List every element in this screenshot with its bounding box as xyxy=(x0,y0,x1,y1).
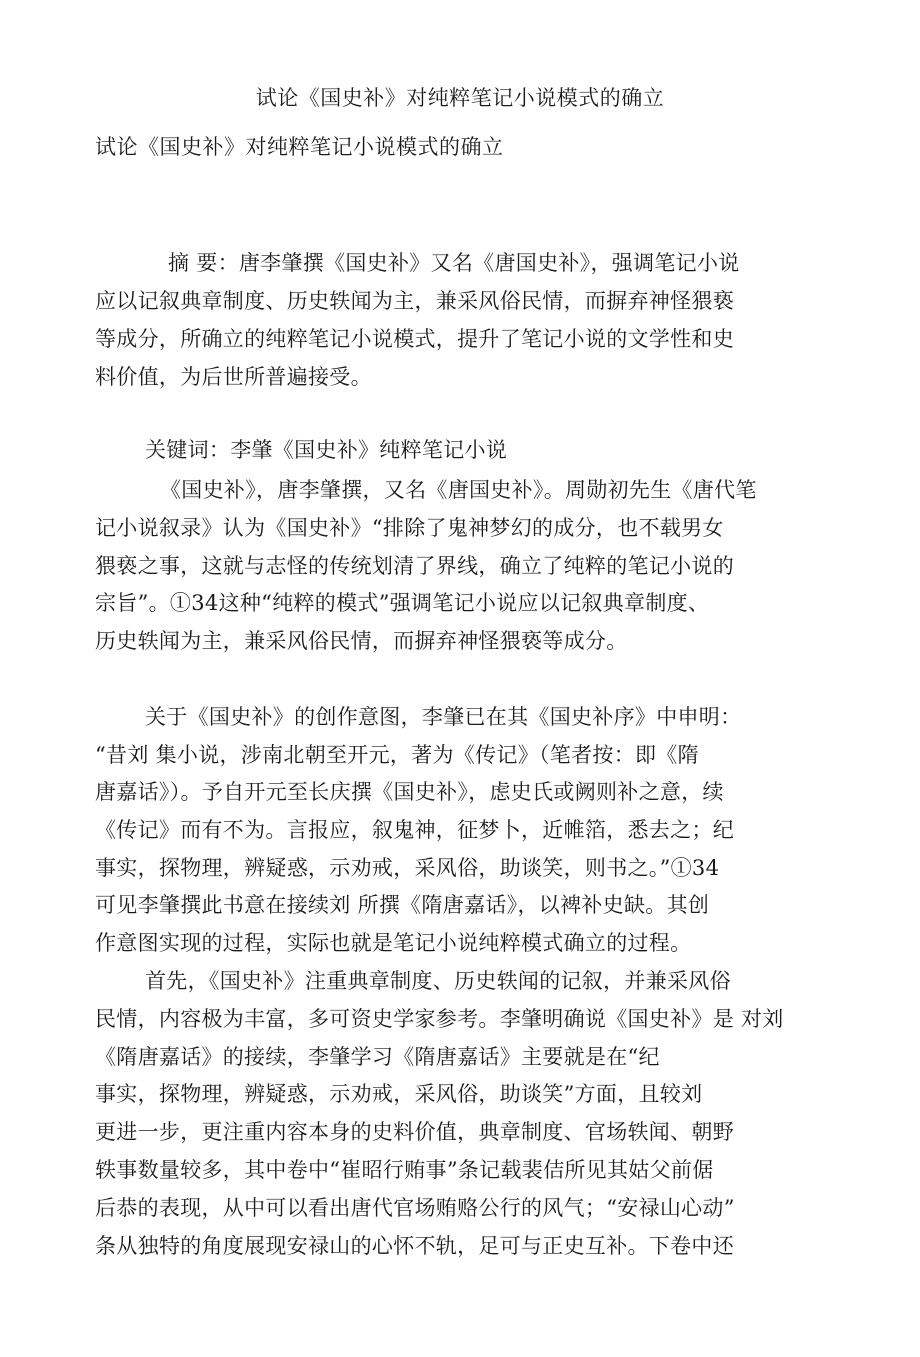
body-line: 条从独特的角度展现安禄山的心怀不轨，足可与正史互补。下卷中还 xyxy=(95,1234,734,1258)
body-line: “昔刘 集小说，涉南北朝至开元，著为《传记》（笔者按：即《隋 xyxy=(95,743,699,767)
body-line: 后恭的表现，从中可以看出唐代官场贿赂公行的风气；“安禄山心动” xyxy=(95,1196,735,1220)
body-line: 事实，探物理，辨疑惑，示劝戒，采风俗，助谈笑”方面，且较刘 xyxy=(95,1082,703,1106)
body-line: 唐嘉话》）。予自开元至长庆撰《国史补》，虑史氏或阙则补之意，续 xyxy=(95,780,724,804)
abstract-line: 应以记叙典章制度、历史轶闻为主，兼采风俗民情，而摒弃神怪猥亵 xyxy=(95,289,734,313)
keywords-line: 关键词：李肇《国史补》纯粹笔记小说 xyxy=(145,438,508,462)
body-line: 宗旨”。①34这种“纯粹的模式”强调笔记小说应以记叙典章制度、 xyxy=(95,591,710,615)
body-line: 轶事数量较多，其中卷中“崔昭行贿事”条记载裴佶所见其姑父前倨 xyxy=(95,1158,714,1182)
body-line: 民情，内容极为丰富，多可资史学家参考。李肇明确说《国史补》是 对刘 xyxy=(95,1007,784,1031)
body-line: 《传记》而有不为。言报应，叙鬼神，征梦卜，近帷箔，悉去之；纪 xyxy=(95,818,734,842)
body-line: 猥亵之事，这就与志怪的传统划清了界线，确立了纯粹的笔记小说的 xyxy=(95,554,734,578)
body-line: 《国史补》，唐李肇撰，又名《唐国史补》。周勋初先生《唐代笔 xyxy=(160,478,757,502)
body-line: 首先，《国史补》注重典章制度、历史轶闻的记叙，并兼采风俗 xyxy=(145,969,731,993)
body-line: 可见李肇撰此书意在接续刘 所撰《隋唐嘉话》，以裨补史缺。其创 xyxy=(95,893,710,917)
body-line: 《隋唐嘉话》的接续，李肇学习《隋唐嘉话》主要就是在“纪 xyxy=(95,1045,660,1069)
abstract-line: 等成分，所确立的纯粹笔记小说模式，提升了笔记小说的文学性和史 xyxy=(95,327,734,351)
body-line: 关于《国史补》的创作意图，李肇已在其《国史补序》中申明： xyxy=(145,705,742,729)
body-line: 历史轶闻为主，兼采风俗民情，而摒弃神怪猥亵等成分。 xyxy=(95,629,628,653)
document-subtitle: 试论《国史补》对纯粹笔记小说模式的确立 xyxy=(95,135,504,159)
body-line: 更进一步，更注重内容本身的史料价值，典章制度、官场轶闻、朝野 xyxy=(95,1120,734,1144)
document-title: 试论《国史补》对纯粹笔记小说模式的确立 xyxy=(255,86,665,110)
abstract-line: 料价值，为后世所普遍接受。 xyxy=(95,365,372,389)
body-line: 作意图实现的过程，实际也就是笔记小说纯粹模式确立的过程。 xyxy=(95,931,692,955)
body-line: 记小说叙录》认为《国史补》“排除了鬼神梦幻的成分，也不载男女 xyxy=(95,516,724,540)
abstract-line: 摘 要：唐李肇撰《国史补》又名《唐国史补》，强调笔记小说 xyxy=(168,251,740,275)
body-line: 事实，探物理，辨疑惑，示劝戒，采风俗，助谈笑，则书之。”①34 xyxy=(95,856,720,880)
